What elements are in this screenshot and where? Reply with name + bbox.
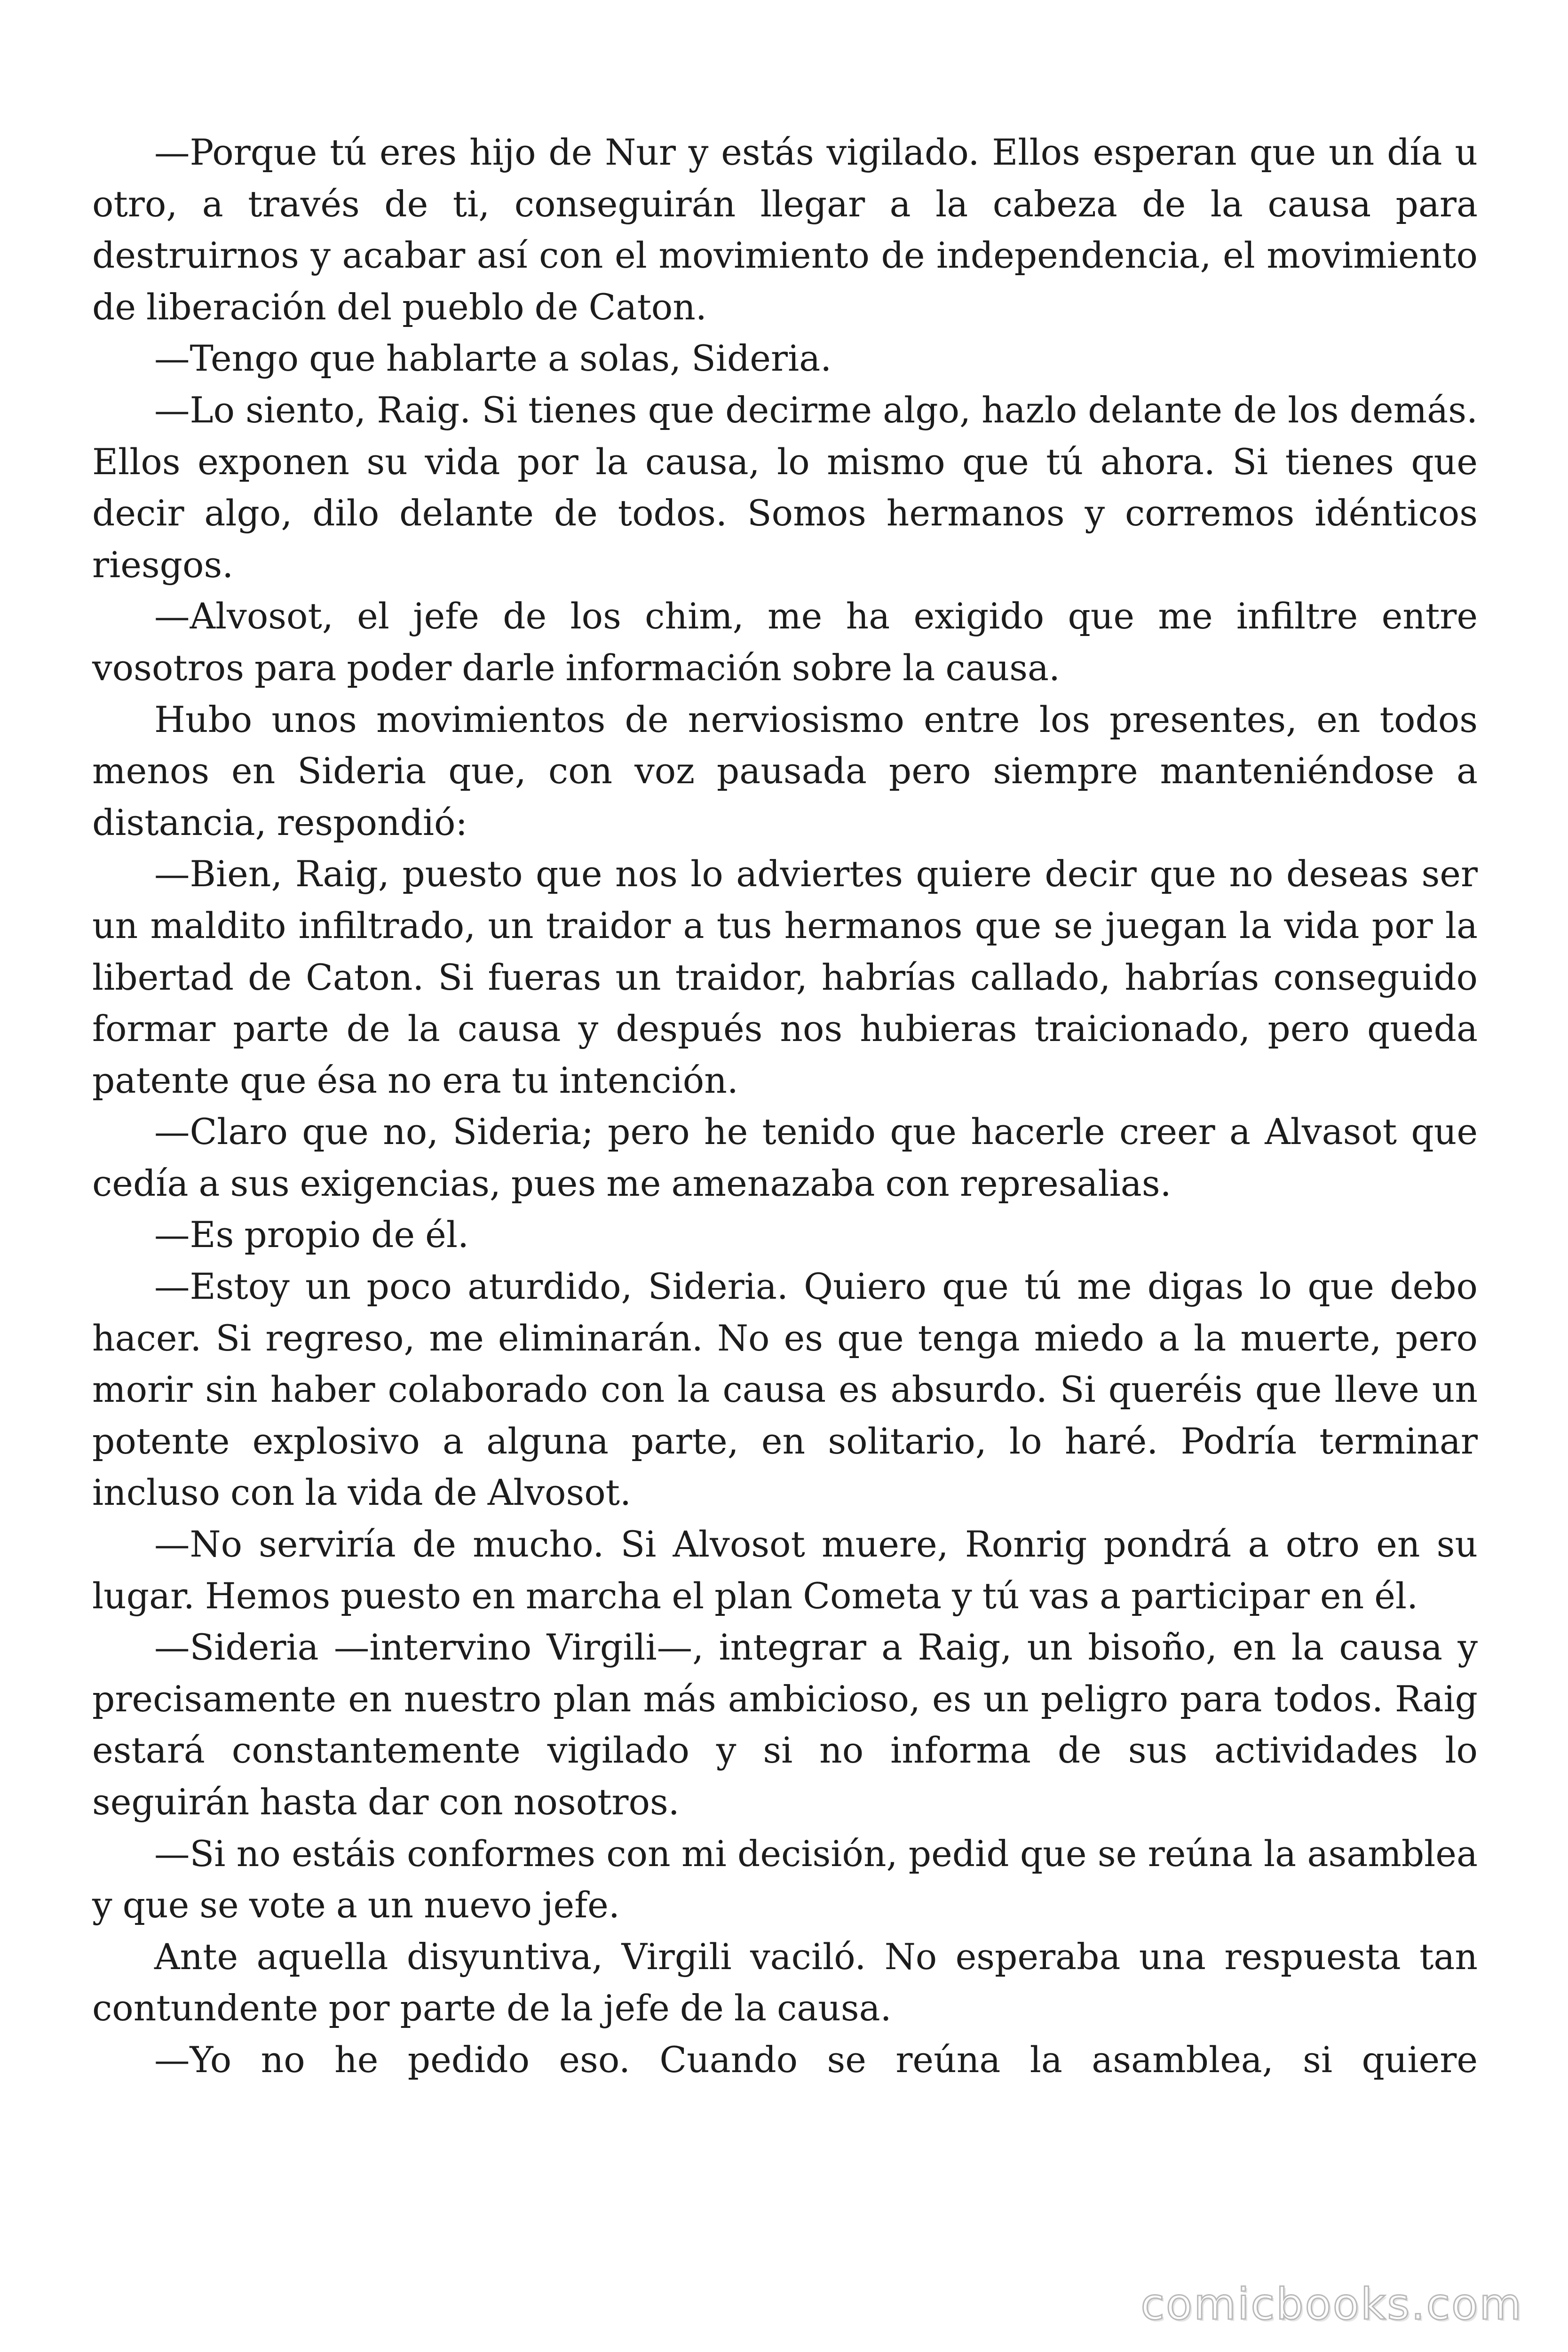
paragraph-continued: —Yo no he pedido eso. Cuando se reúna la asamblea, si quiere (154, 2039, 1478, 2081)
paragraph: —No serviría de mucho. Si Alvosot muere, Ronrig pondrá a otro en su lugar. Hemos puesto en marcha el plan Cometa y tú vas a participar en él. (92, 1524, 1478, 1617)
paragraph: —Estoy un poco aturdido, Sideria. Quiero que tú me digas lo que debo hacer. Si regreso, me eliminarán. No es que tenga miedo a la muerte, pero morir sin haber colaborado con la causa es absurdo. Si queréis que lleve un potente explosivo a alguna parte, en solitario, lo haré. Podría terminar incluso con la vida de Alvosot. (92, 1266, 1478, 1514)
page-body-text (92, 127, 1478, 2086)
paragraph: —Sideria —intervino Virgili—, integrar a Raig, un bisoño, en la causa y precisamente en nuestro plan más ambicioso, es un peligro para todos. Raig estará constantemente vigilado y si no informa de sus actividades lo seguirán hasta dar con nosotros. (92, 1627, 1478, 1823)
paragraph: —Porque tú eres hijo de Nur y estás vigilado. Ellos esperan que un día u otro, a través de ti, conseguirán llegar a la cabeza de la causa para destruirnos y acabar así con el movimiento de independencia, el movimiento de liberación del pueblo de Caton. (92, 132, 1478, 328)
paragraph: Ante aquella disyuntiva, Virgili vaciló. No esperaba una respuesta tan contundente por parte de la jefe de la causa. (92, 1936, 1478, 2029)
watermark-text: comicbooks.com (1140, 2279, 1523, 2329)
paragraph: —Tengo que hablarte a solas, Sideria. (154, 338, 832, 380)
paragraph: Hubo unos movimientos de nerviosismo entre los presentes, en todos menos en Sideria que, con voz pausada pero siempre manteniéndose a distancia, respondió: (92, 699, 1478, 843)
paragraph: —Claro que no, Sideria; pero he tenido que hacerle creer a Alvasot que cedía a sus exigencias, pues me amenazaba con represalias. (92, 1111, 1478, 1204)
paragraph: —Si no estáis conformes con mi decisión, pedid que se reúna la asamblea y que se vote a un nuevo jefe. (92, 1833, 1478, 1926)
paragraph: —Es propio de él. (154, 1214, 469, 1256)
paragraph: —Bien, Raig, puesto que nos lo adviertes quiere decir que no deseas ser un maldito infiltrado, un traidor a tus hermanos que se juegan la vida por la libertad de Caton. Si fueras un traidor, habrías callado, habrías conseguido formar parte de la causa y después nos hubieras traicionado, pero queda patente que ésa no era tu intención. (92, 853, 1478, 1101)
paragraph: —Lo siento, Raig. Si tienes que decirme algo, hazlo delante de los demás. Ellos exponen su vida por la causa, lo mismo que tú ahora. Si tienes que decir algo, dilo delante de todos. Somos hermanos y corremos idénticos riesgos. (92, 389, 1478, 586)
paragraph: —Alvosot, el jefe de los chim, me ha exigido que me infiltre entre vosotros para poder darle información sobre la causa. (92, 596, 1478, 689)
